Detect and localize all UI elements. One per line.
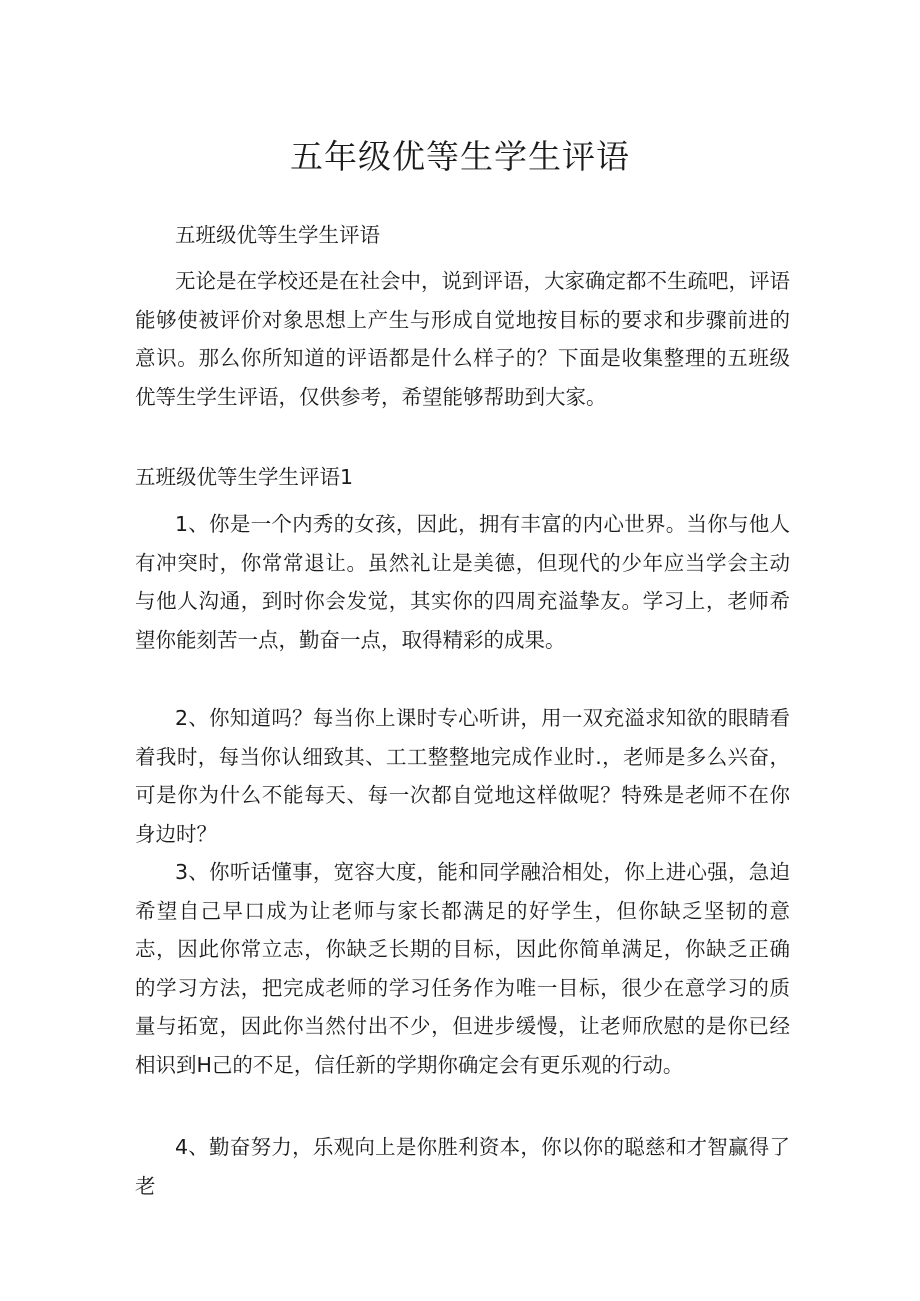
comment-paragraph-2: 2、你知道吗？每当你上课时专心听讲，用一双充溢求知欲的眼睛看着我时，每当你认细致其、工工整整地完成作业时.，老师是多么兴奋，可是你为什么不能每天、每一次都自觉地这样做呢？特殊是老师不在你身边时？ <box>135 706 790 846</box>
comment-paragraph-3: 3、你听话懂事，宽容大度，能和同学融洽相处，你上进心强，急迫希望自己早口成为让老师与家长都满足的好学生，但你缺乏坚韧的意志，因此你常立志，你缺乏长期的目标，因此你简单满足，你缺乏正确的学习方法，把完成老师的学习任务作为唯一目标，很少在意学习的质量与拓宽，因此你当然付出不少，但进步缓慢，让老师欣慰的是你已经相识到H己的不足，信任新的学期你确定会有更乐观的行动。 <box>135 860 790 1077</box>
section-heading: 五班级优等生学生评语1 <box>135 465 354 489</box>
document-subtitle: 五班级优等生学生评语 <box>175 223 380 247</box>
page-title: 五年级优等生学生评语 <box>290 137 630 176</box>
comment-paragraph-1: 1、你是一个内秀的女孩，因此，拥有丰富的内心世界。当你与他人有冲突时，你常常退让。虽然礼让是美德，但现代的少年应当学会主动与他人沟通，到时你会发觉，其实你的四周充溢挚友。学习上，老师希望你能刻苦一点，勤奋一点，取得精彩的成果。 <box>135 512 790 652</box>
comment-paragraph-4: 4、勤奋努力，乐观向上是你胜利资本，你以你的聪慈和才智赢得了老 <box>135 1135 790 1198</box>
intro-paragraph: 无论是在学校还是在社会中，说到评语，大家确定都不生疏吧，评语能够使被评价对象思想上产生与形成自觉地按目标的要求和步骤前进的意识。那么你所知道的评语都是什么样子的？下面是收集整理的五班级优等生学生评语，仅供参考，希望能够帮助到大家。 <box>135 269 790 409</box>
